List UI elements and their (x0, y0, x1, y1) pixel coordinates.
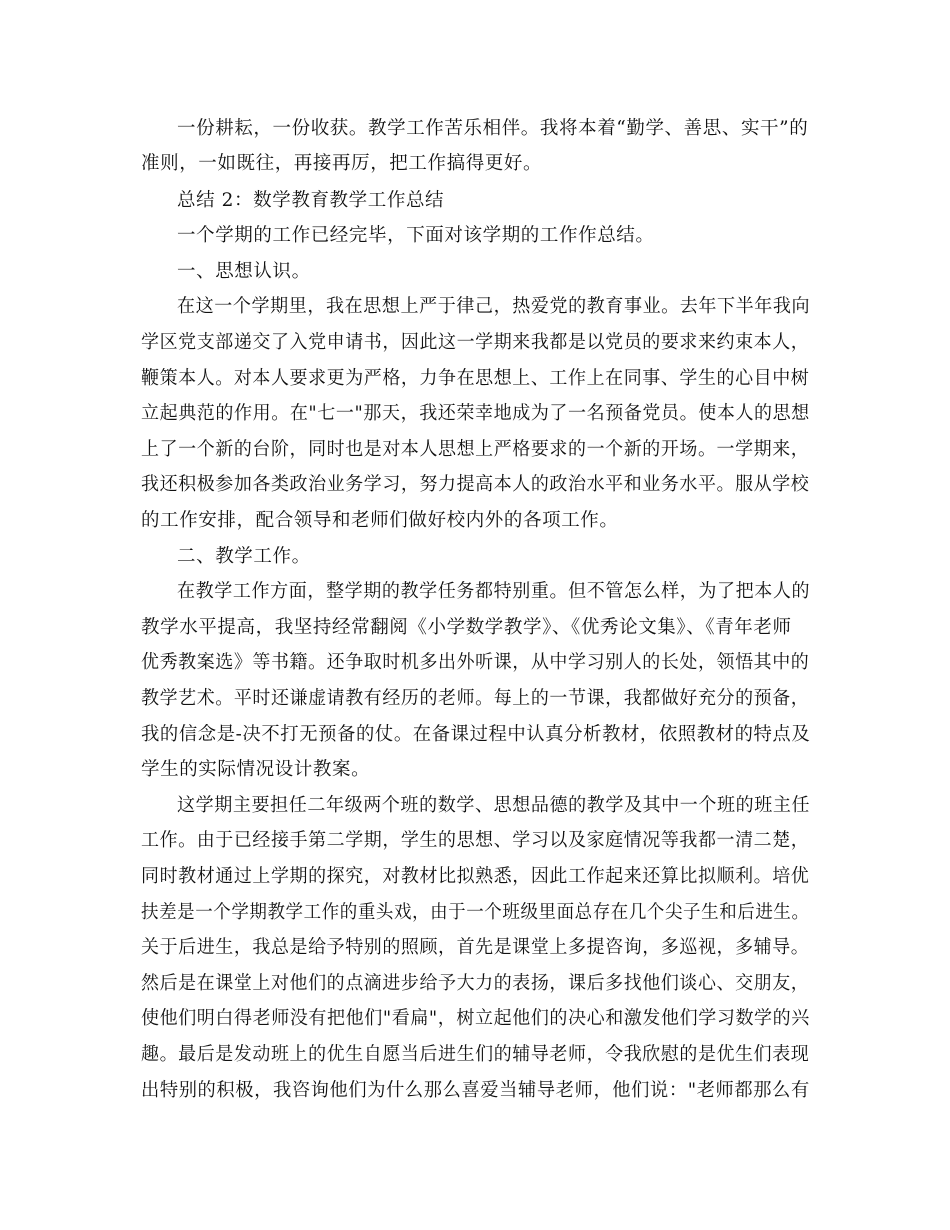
text-line: 鞭策本人。对本人要求更为严格，力争在思想上、工作上在同事、学生的心目中树 (141, 368, 810, 389)
text-line: 优秀教案选》等书籍。还争取时机多出外听课，从中学习别人的长处，领悟其中的 (141, 652, 810, 673)
text-line: 出特别的积极，我咨询他们为什么那么喜爱当辅导老师，他们说："老师都那么有 (141, 1080, 810, 1101)
text-line: 的工作安排，配合领导和老师们做好校内外的各项工作。 (141, 510, 619, 531)
text-line: 趣。最后是发动班上的优生自愿当后进生们的辅导老师，令我欣慰的是优生们表现 (141, 1044, 810, 1065)
section-heading: 一、思想认识。 (177, 261, 311, 282)
text-line: 教学水平提高，我坚持经常翻阅《小学数学教学》、《优秀论文集》、《青年老师 (141, 617, 792, 638)
text-line: 关于后进生，我总是给予特别的照顾，首先是课堂上多提咨询，多巡视，多辅导。 (141, 937, 810, 958)
text-line: 我还积极参加各类政治业务学习，努力提高本人的政治水平和业务水平。服从学校 (141, 474, 810, 495)
text-line: 然后是在课堂上对他们的点滴进步给予大力的表扬，课后多找他们谈心、交朋友， (141, 973, 810, 994)
text-line: 立起典范的作用。在"七一"那天，我还荣幸地成为了一名预备党员。使本人的思想 (141, 403, 810, 424)
text-line: 教学艺术。平时还谦虚请教有经历的老师。每上的一节课，我都做好充分的预备， (141, 688, 810, 709)
text-line: 在教学工作方面，整学期的教学任务都特别重。但不管怎么样，为了把本人的 (177, 581, 811, 602)
text-line: 我的信念是-决不打无预备的仗。在备课过程中认真分析教材，依照教材的特点及 (141, 724, 811, 745)
section-title: 总结 2：数学教育教学工作总结 (177, 190, 445, 211)
text-line: 这学期主要担任二年级两个班的数学、思想品德的教学及其中一个班的班主任 (177, 795, 811, 816)
text-line: 使他们明白得老师没有把他们"看扁"，树立起他们的决心和激发他们学习数学的兴 (141, 1008, 810, 1029)
text-line: 一份耕耘，一份收获。教学工作苦乐相伴。我将本着“勤学、善思、实干”的 (177, 118, 809, 139)
section-heading: 二、教学工作。 (177, 546, 311, 567)
text-line: 学区党支部递交了入党申请书，因此这一学期来我都是以党员的要求来约束本人， (141, 332, 810, 353)
text-line: 同时教材通过上学期的探究，对教材比拟熟悉，因此工作起来还算比拟顺利。培优 (141, 866, 810, 887)
text-line: 在这一个学期里，我在思想上严于律己，热爱党的教育事业。去年下半年我向 (177, 296, 811, 317)
text-line: 上了一个新的台阶，同时也是对本人思想上严格要求的一个新的开场。一学期来， (141, 439, 810, 460)
text-line: 准则，一如既往，再接再厉，把工作搞得更好。 (141, 153, 543, 174)
text-line: 学生的实际情况设计教案。 (141, 759, 371, 780)
text-line: 扶差是一个学期教学工作的重头戏，由于一个班级里面总存在几个尖子生和后进生。 (141, 902, 810, 923)
text-line: 工作。由于已经接手第二学期，学生的思想、学习以及家庭情况等我都一清二楚， (141, 830, 810, 851)
text-line: 一个学期的工作已经完毕，下面对该学期的工作作总结。 (177, 225, 655, 246)
